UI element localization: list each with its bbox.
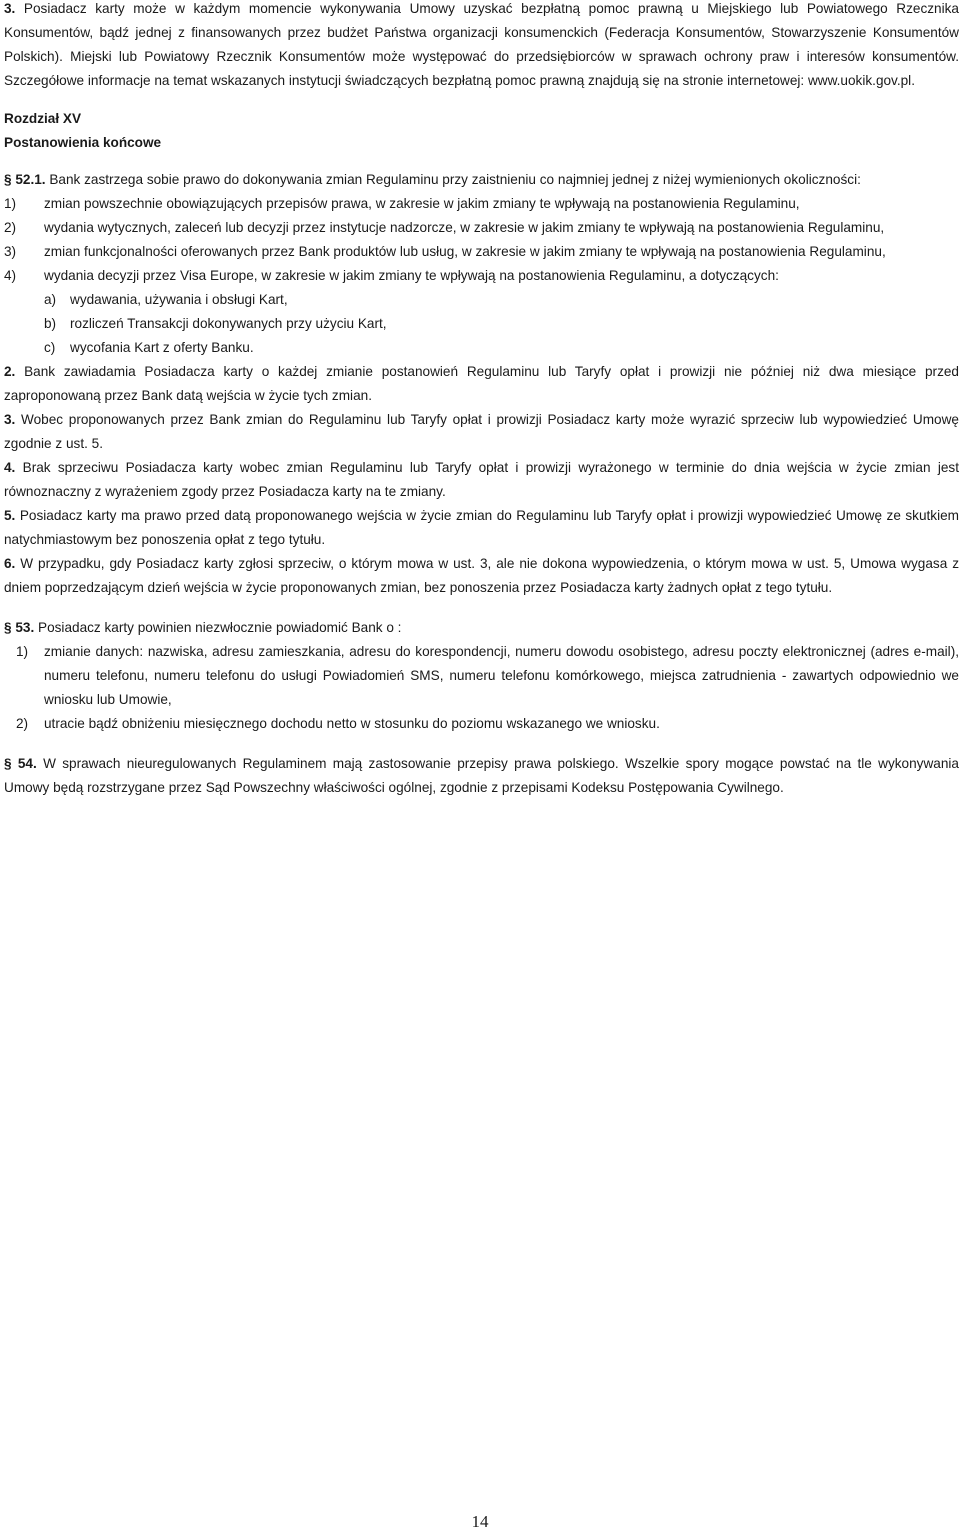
sublist-item [4,312,959,336]
sublist-marker: b) [44,316,57,331]
point-number: 2. [4,364,16,379]
list-item-text: wydania wytycznych, zaleceń lub decyzji przez instytucje nadzorcze, w zakresie w jakim zmiany te wpływają na postanowienia Regulaminu, [44,220,885,235]
list-item [4,264,959,288]
sublist-marker: a) [44,292,57,307]
point-number: 5. [4,508,16,523]
sublist-item-text: wycofania Kart z oferty Banku. [70,340,254,355]
paragraph-text: Posiadacz karty może w każdym momencie wykonywania Umowy uzyskać bezpłatną pomoc prawną u Miejskiego lub Powiatowego Rzecznika Konsumentów, bądź jednej z finansowanych przez budżet Państwa organizacji konsumenckich (Federacja Konsumentów, Stowarzyszenie Konsumentów Polskich). Miejski lub Powiatowy Rzecznik Konsumentów może występować do przedsiębiorców w sprawach ochrony praw i interesów konsumentów. Szczegółowe informacje na temat wskazanych instytucji świadczących bezpłatną pomoc prawną znajdują się na stronie internetowej: www.uokik.gov.pl. [4,1,959,88]
point-text: Brak sprzeciwu Posiadacza karty wobec zmian Regulaminu lub Taryfy opłat i prowizji wyrażonego w terminie do dnia wejścia w życie zmian jest równoznaczny z wyrażeniem zgody przez Posiadacza karty na te zmiany. [4,460,959,499]
chapter-title: Rozdział XV [4,111,82,126]
section-52-list [4,192,959,288]
list-marker: 2) [16,716,29,731]
section-52-point-4 [4,456,959,504]
section-53-intro [4,616,959,640]
point-number: 4. [4,460,16,475]
list-item-text: zmian funkcjonalności oferowanych przez Bank produktów lub usług, w zakresie w jakim zmiany te wpływają na postanowienia Regulaminu, [44,244,886,259]
document-page [4,0,959,800]
list-item-text: wydania decyzji przez Visa Europe, w zakresie w jakim zmiany te wpływają na postanowienia Regulaminu, a dotyczących: [44,268,779,283]
point-number: 6. [4,556,16,571]
sublist-item [4,288,959,312]
list-item-text: utracie bądź obniżeniu miesięcznego dochodu netto w stosunku do poziomu wskazanego we wniosku. [44,716,660,731]
section-intro-text: Bank zastrzega sobie prawo do dokonywania zmian Regulaminu przy zaistnieniu co najmniej jednej z niżej wymienionych okoliczności: [45,172,861,187]
section-54 [4,752,959,800]
section-52-point-3 [4,408,959,456]
list-marker: 2) [4,220,17,235]
sublist-item-text: rozliczeń Transakcji dokonywanych przy użyciu Kart, [70,316,387,331]
point-number: 3. [4,412,16,427]
list-marker: 4) [4,268,17,283]
paragraph-3 [4,0,959,93]
section-52-sublist [4,288,959,360]
list-item [4,640,959,712]
list-marker: 1) [4,196,17,211]
list-item-text: zmianie danych: nazwiska, adresu zamieszkania, adresu do korespondencji, numeru dowodu osobistego, adresu poczty elektronicznej (adres e-mail), numeru telefonu, numeru telefonu do usługi Powiadomień SMS, numeru telefonu komórkowego, miejsca zatrudnienia - zawartych odpowiednio we wniosku lub Umowie, [44,644,959,707]
point-text: W przypadku, gdy Posiadacz karty zgłosi sprzeciw, o którym mowa w ust. 3, ale nie dokona wypowiedzenia, o którym mowa w ust. 5, Umowa wygasa z dniem poprzedzającym dzień wejścia w życie proponowanych zmian, bez ponoszenia przez Posiadacza karty żadnych opłat z tego tytułu. [4,556,959,595]
point-text: Posiadacz karty ma prawo przed datą proponowanego wejścia w życie zmian do Regulaminu lub Taryfy opłat i prowizji wypowiedzieć Umowę ze skutkiem natychmiastowym bez ponoszenia opłat z tego tytułu. [4,508,959,547]
sublist-item [4,336,959,360]
list-item [4,712,959,736]
section-number: § 53. [4,620,35,635]
sublist-item-text: wydawania, używania i obsługi Kart, [70,292,288,307]
section-52-point-6 [4,552,959,600]
section-52-point-5 [4,504,959,552]
list-item-text: zmian powszechnie obowiązujących przepisów prawa, w zakresie w jakim zmiany te wpływają na postanowienia Regulaminu, [44,196,800,211]
point-text: Bank zawiadamia Posiadacza karty o każdej zmianie postanowień Regulaminu lub Taryfy opłat i prowizji nie później niż dwa miesiące przed zaproponowaną przez Bank datą wejścia w życie tych zmian. [4,364,959,403]
section-53-list [4,640,959,736]
list-item [4,192,959,216]
paragraph-number: 3. [4,1,16,16]
chapter-subtitle: Postanowienia końcowe [4,135,162,150]
list-item [4,216,959,240]
section-text: W sprawach nieuregulowanych Regulaminem mają zastosowanie przepisy prawa polskiego. Wszelkie spory mogące powstać na tle wykonywania Umowy będą rozstrzygane przez Sąd Powszechny właściwości ogólnej, zgodnie z przepisami Kodeksu Postępowania Cywilnego. [4,756,959,795]
section-number: § 52.1. [4,172,46,187]
list-item [4,240,959,264]
sublist-marker: c) [44,340,56,355]
page-number: 14 [471,1512,489,1531]
point-text: Wobec proponowanych przez Bank zmian do Regulaminu lub Taryfy opłat i prowizji Posiadacz karty może wyrazić sprzeciw lub wypowiedzieć Umowę zgodnie z ust. 5. [4,412,959,451]
list-marker: 1) [16,644,29,659]
list-marker: 3) [4,244,17,259]
section-52-point-2 [4,360,959,408]
section-intro-text: Posiadacz karty powinien niezwłocznie powiadomić Bank o : [34,620,402,635]
section-52-intro [4,168,959,192]
section-number: § 54. [4,756,37,771]
